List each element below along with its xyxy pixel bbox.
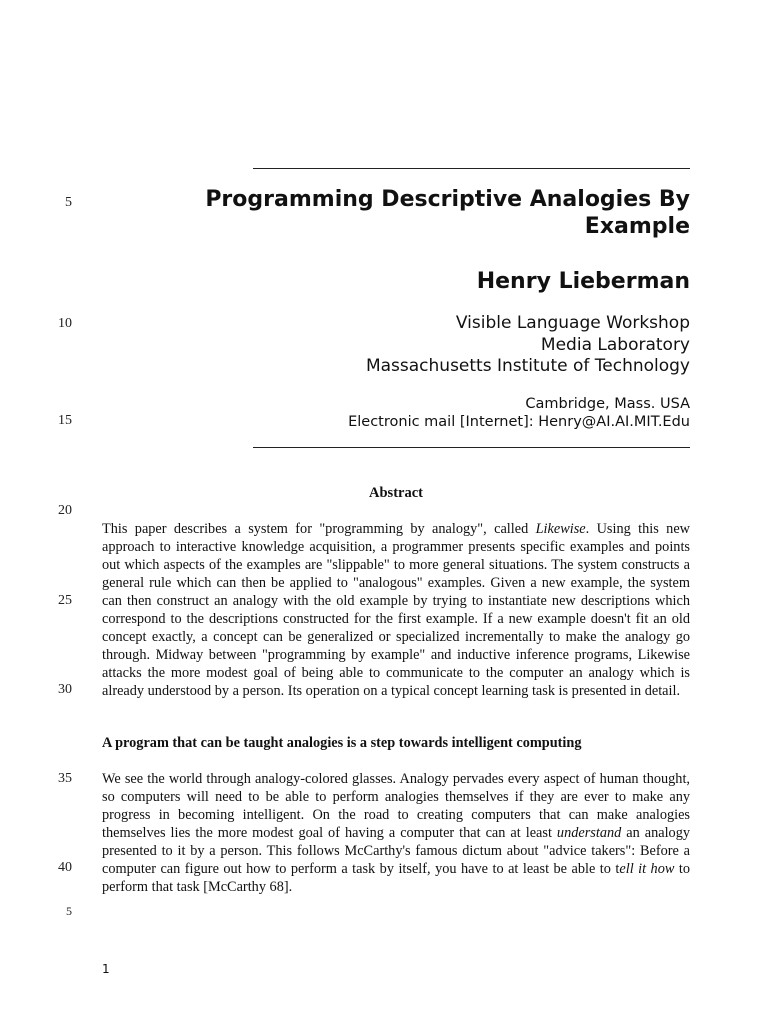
line-number: 35 (58, 771, 72, 786)
section-text: We see the world through analogy-colored glasses. Analogy pervades every aspect of human thought, so computers will need to be able to perform analogies themselves if they are ever to make any progress in becoming intelligent. On the road to creating computers that can make analogies themselves lies the more modest goal of having a computer that can at least (102, 771, 690, 841)
abstract-heading: Abstract (369, 485, 423, 501)
line-number: 5 (66, 904, 72, 918)
line-number: 20 (58, 503, 72, 518)
section-italic: understand (556, 825, 622, 841)
paper-title (150, 186, 690, 240)
line-number: 10 (58, 316, 72, 331)
contact-info (200, 395, 690, 431)
affiliation-line: Massachusetts Institute of Technology (365, 356, 690, 376)
line-number: 25 (58, 593, 72, 608)
section-paragraph (102, 770, 690, 896)
abstract-text: . Using this new approach to interactive knowledge acquisition, a programmer presents specific examples and points out which aspects of the examples are "slippable" to more general situations. The system constructs a general rule which can then be applied to "analogous" examples. Given a new example, the system can then construct an analogy with the old example by trying to instantiate new descriptions which correspond to the descriptions constructed for the first example. If a new example doesn't fit an old concept exactly, a concept can be generalized or specialized incrementally to make the analogy go through. Midway between "programming by example" and inductive inference programs, Likewise attacks the more modest goal of being able to communicate to the computer an analogy which is already understood by a person. Its operation on a typical concept learning task is presented in detail. (102, 521, 690, 699)
abstract-paragraph (102, 520, 690, 700)
affiliation-line: Visible Language Workshop (455, 313, 690, 333)
abstract-italic: Likewise (535, 521, 586, 537)
section-text: to perform that task [McCarthy 68]. (102, 861, 691, 895)
line-number: 40 (58, 860, 72, 875)
paper-title-line: Programming Descriptive Analogies By (205, 187, 690, 212)
line-number: 30 (58, 682, 72, 697)
section-heading: A program that can be taught analogies is a step towards intelligent computing (102, 735, 582, 751)
author-name: Henry Lieberman (476, 269, 690, 294)
paper-title-line: Example (584, 214, 690, 239)
email: Electronic mail [Internet]: Henry@AI.AI.MIT.Edu (348, 414, 690, 430)
section-text: an analogy presented to it by a person. This follows McCarthy's famous dictum about "advice takers": Before a computer can figure out how to perform a task by itself, you have to at least be able to t (102, 825, 690, 877)
affiliation-line: Media Laboratory (540, 334, 690, 355)
line-number: 15 (58, 413, 72, 428)
bottom-rule (253, 447, 690, 448)
line-number: 5 (65, 195, 72, 210)
page-number: 1 (102, 962, 110, 976)
abstract-text: This paper describes a system for "programming by analogy", called (102, 521, 536, 537)
affiliation (200, 313, 690, 378)
top-rule (253, 168, 690, 169)
section-italic: ell it how (619, 861, 675, 877)
location: Cambridge, Mass. USA (525, 396, 690, 412)
